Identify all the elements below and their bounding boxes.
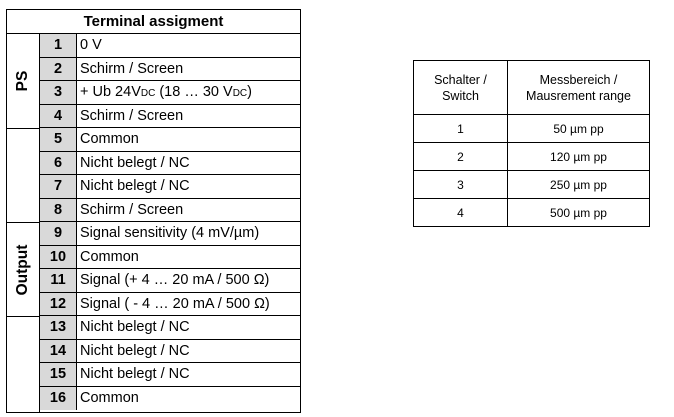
terminal-number: 9 [40,222,77,245]
terminal-description: Common [80,248,139,265]
terminal-number: 4 [40,105,77,128]
table-title: Terminal assigment [7,10,300,34]
switch-number: 3 [457,177,464,192]
table-row [40,340,300,364]
table-row [40,246,300,270]
terminal-description: Nicht belegt / NC [80,319,190,335]
group-column [7,34,40,412]
switch-number: 1 [457,121,464,136]
switch-number: 2 [457,149,464,164]
terminal-description: Common [80,131,139,147]
subscript-text: DC [232,88,248,99]
terminal-description: Schirm / Screen [80,107,184,124]
terminal-description: Signal ( - 4 … 20 mA / 500 Ω) [80,295,270,312]
description-part: (18 … 30 V [155,84,233,100]
terminal-description: Common [80,389,139,406]
terminal-description: Signal (+ 4 … 20 mA / 500 Ω) [80,272,270,288]
group-ps [7,34,39,128]
terminal-number: 7 [40,175,77,198]
table-row [40,363,300,387]
table-row [40,128,300,152]
table-row [40,269,300,293]
group-label: Output [14,244,31,295]
measurement-range: 250 µm pp [550,177,607,192]
terminal-rows [40,34,300,412]
table-row [414,199,649,227]
terminal-number: 12 [40,293,77,316]
subscript-text: DC [140,88,156,99]
terminal-assignment-table [6,9,301,413]
table-row [40,293,300,317]
terminal-number: 10 [40,246,77,269]
description-part: ) [247,84,252,100]
switch-table-header [414,61,649,115]
table-row [40,199,300,223]
header-range-line1: Messbereich / [539,72,618,87]
header-switch [414,61,507,114]
table-row [40,222,300,246]
table-row [40,316,300,340]
table-row [414,115,649,143]
table-row [40,387,300,411]
terminal-number: 3 [40,81,77,104]
terminal-number: 2 [40,58,77,81]
terminal-number: 14 [40,340,77,363]
header-range-line2: Mausrement range [526,88,631,103]
terminal-description: Nicht belegt / NC [80,154,190,171]
switch-number: 4 [457,206,464,220]
measurement-range: 120 µm pp [550,149,607,164]
table-row [40,175,300,199]
terminal-number: 5 [40,128,77,151]
terminal-description: Schirm / Screen [80,60,184,77]
switch-range-table [413,60,650,227]
terminal-number: 16 [40,387,77,411]
group-2 [7,128,39,222]
table-row [40,34,300,58]
header-switch-line2: Switch [442,88,479,103]
measurement-range: 50 µm pp [553,121,604,136]
header-range [508,61,649,114]
group-label: PS [14,70,31,92]
table-row [414,171,649,199]
terminal-description: Nicht belegt / NC [80,178,190,194]
terminal-number: 6 [40,152,77,175]
terminal-description: Schirm / Screen [80,201,184,218]
terminal-number: 11 [40,269,77,292]
table-row [40,81,300,105]
description-part: + Ub 24V [80,84,141,100]
group-4 [7,316,39,413]
terminal-number: 8 [40,199,77,222]
header-switch-line1: Schalter / [434,72,487,87]
measurement-range: 500 µm pp [550,206,607,220]
terminal-number: 1 [40,34,77,57]
table-row [40,58,300,82]
table-row [40,152,300,176]
terminal-description [80,81,298,104]
terminal-description: Signal sensitivity (4 mV/µm) [80,225,260,241]
terminal-description: Nicht belegt / NC [80,342,190,359]
terminal-number: 15 [40,363,77,386]
table-row [40,105,300,129]
group-output [7,222,39,316]
terminal-number: 13 [40,316,77,339]
terminal-description: 0 V [80,37,102,53]
terminal-description: Nicht belegt / NC [80,366,190,382]
table-row [414,143,649,171]
